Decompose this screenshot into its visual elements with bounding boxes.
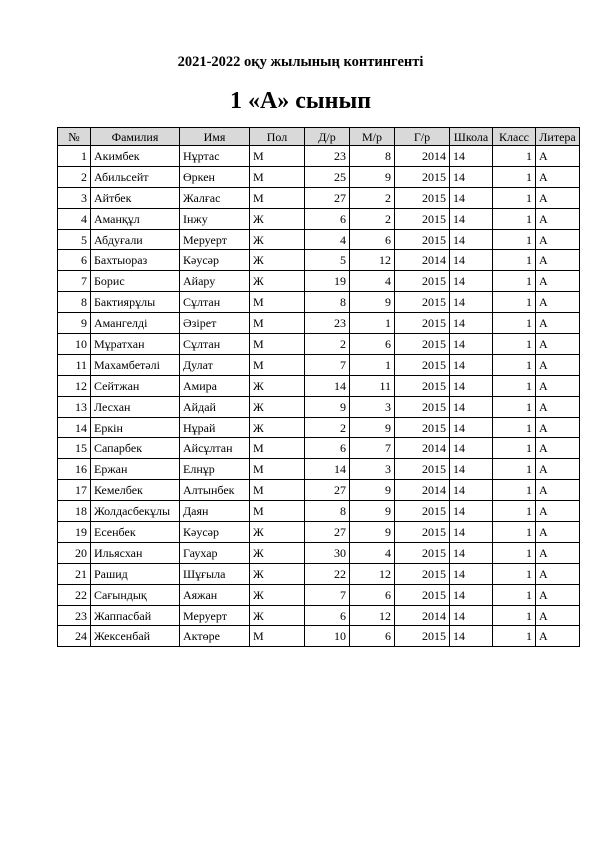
cell-col-gender: Ж (250, 417, 305, 438)
cell-col-surname: Бахтыораз (91, 250, 180, 271)
cell-col-surname: Айтбек (91, 187, 180, 208)
cell-col-school: 14 (450, 522, 493, 543)
cell-col-number: 17 (58, 480, 91, 501)
cell-col-gender: М (250, 187, 305, 208)
cell-col-class: 1 (493, 417, 536, 438)
cell-col-class: 1 (493, 605, 536, 626)
cell-col-name: Кәусәр (180, 522, 250, 543)
cell-col-birth-day: 10 (305, 626, 350, 647)
table-row (58, 354, 580, 375)
cell-col-letter: А (536, 354, 580, 375)
table-row (58, 334, 580, 355)
cell-col-birth-day: 14 (305, 459, 350, 480)
cell-col-class: 1 (493, 626, 536, 647)
cell-col-name: Даян (180, 501, 250, 522)
cell-col-surname: Кемелбек (91, 480, 180, 501)
cell-col-birth-day: 14 (305, 375, 350, 396)
cell-col-birth-year: 2015 (395, 229, 450, 250)
cell-col-letter: А (536, 271, 580, 292)
cell-col-birth-month: 2 (350, 208, 395, 229)
cell-col-letter: А (536, 501, 580, 522)
cell-col-class: 1 (493, 480, 536, 501)
cell-col-number: 3 (58, 187, 91, 208)
cell-col-school: 14 (450, 250, 493, 271)
cell-col-number: 13 (58, 396, 91, 417)
cell-col-letter: А (536, 522, 580, 543)
cell-col-name: Сұлтан (180, 292, 250, 313)
cell-col-gender: Ж (250, 542, 305, 563)
header-col-name: Имя (180, 128, 250, 146)
cell-col-number: 11 (58, 354, 91, 375)
cell-col-gender: Ж (250, 375, 305, 396)
cell-col-gender: М (250, 438, 305, 459)
cell-col-school: 14 (450, 563, 493, 584)
cell-col-number: 8 (58, 292, 91, 313)
cell-col-name: Актөре (180, 626, 250, 647)
cell-col-name: Айдай (180, 396, 250, 417)
cell-col-number: 7 (58, 271, 91, 292)
table-row (58, 292, 580, 313)
cell-col-birth-day: 8 (305, 292, 350, 313)
table-row (58, 229, 580, 250)
cell-col-number: 10 (58, 334, 91, 355)
cell-col-letter: А (536, 229, 580, 250)
cell-col-number: 21 (58, 563, 91, 584)
cell-col-birth-month: 1 (350, 354, 395, 375)
cell-col-number: 9 (58, 313, 91, 334)
cell-col-birth-year: 2015 (395, 313, 450, 334)
cell-col-birth-day: 19 (305, 271, 350, 292)
cell-col-number: 16 (58, 459, 91, 480)
cell-col-birth-year: 2015 (395, 292, 450, 313)
cell-col-birth-month: 11 (350, 375, 395, 396)
cell-col-gender: Ж (250, 208, 305, 229)
cell-col-letter: А (536, 334, 580, 355)
class-title: 1 «А» сынып (229, 88, 372, 114)
cell-col-school: 14 (450, 208, 493, 229)
cell-col-name: Кәусәр (180, 250, 250, 271)
cell-col-name: Амира (180, 375, 250, 396)
cell-col-birth-month: 6 (350, 229, 395, 250)
cell-col-class: 1 (493, 354, 536, 375)
cell-col-class: 1 (493, 166, 536, 187)
cell-col-birth-year: 2015 (395, 542, 450, 563)
cell-col-birth-month: 8 (350, 146, 395, 167)
cell-col-birth-year: 2015 (395, 626, 450, 647)
table-row (58, 375, 580, 396)
cell-col-birth-day: 5 (305, 250, 350, 271)
cell-col-gender: М (250, 480, 305, 501)
cell-col-surname: Лесхан (91, 396, 180, 417)
cell-col-surname: Сапарбек (91, 438, 180, 459)
cell-col-school: 14 (450, 313, 493, 334)
cell-col-school: 14 (450, 417, 493, 438)
cell-col-school: 14 (450, 271, 493, 292)
cell-col-birth-month: 1 (350, 313, 395, 334)
cell-col-gender: М (250, 501, 305, 522)
cell-col-birth-year: 2015 (395, 584, 450, 605)
cell-col-gender: Ж (250, 229, 305, 250)
cell-col-birth-month: 9 (350, 292, 395, 313)
cell-col-surname: Сейтжан (91, 375, 180, 396)
cell-col-letter: А (536, 187, 580, 208)
cell-col-name: Әзірет (180, 313, 250, 334)
cell-col-letter: А (536, 626, 580, 647)
cell-col-surname: Жаппасбай (91, 605, 180, 626)
cell-col-number: 19 (58, 522, 91, 543)
cell-col-surname: Махамбетәлі (91, 354, 180, 375)
cell-col-name: Нұртас (180, 146, 250, 167)
cell-col-number: 22 (58, 584, 91, 605)
table-row (58, 250, 580, 271)
table-body (58, 146, 580, 647)
cell-col-letter: А (536, 459, 580, 480)
cell-col-class: 1 (493, 187, 536, 208)
cell-col-birth-day: 8 (305, 501, 350, 522)
cell-col-surname: Жолдасбекұлы (91, 501, 180, 522)
cell-col-gender: М (250, 354, 305, 375)
table-row (58, 313, 580, 334)
document-title: 2021-2022 оқу жылының контингенті (177, 54, 424, 70)
cell-col-birth-year: 2014 (395, 438, 450, 459)
table-row (58, 438, 580, 459)
cell-col-name: Айару (180, 271, 250, 292)
cell-col-birth-month: 6 (350, 584, 395, 605)
cell-col-birth-year: 2015 (395, 354, 450, 375)
cell-col-birth-month: 12 (350, 250, 395, 271)
cell-col-number: 12 (58, 375, 91, 396)
cell-col-surname: Жексенбай (91, 626, 180, 647)
contingent-table (57, 127, 580, 647)
header-col-surname: Фамилия (91, 128, 180, 146)
cell-col-birth-day: 6 (305, 438, 350, 459)
cell-col-birth-year: 2015 (395, 522, 450, 543)
cell-col-birth-day: 22 (305, 563, 350, 584)
cell-col-school: 14 (450, 438, 493, 459)
cell-col-school: 14 (450, 354, 493, 375)
cell-col-number: 24 (58, 626, 91, 647)
cell-col-number: 15 (58, 438, 91, 459)
cell-col-birth-month: 3 (350, 459, 395, 480)
cell-col-letter: А (536, 480, 580, 501)
cell-col-birth-year: 2015 (395, 459, 450, 480)
table-row (58, 146, 580, 167)
cell-col-birth-month: 12 (350, 605, 395, 626)
cell-col-gender: Ж (250, 396, 305, 417)
cell-col-birth-year: 2014 (395, 605, 450, 626)
cell-col-school: 14 (450, 584, 493, 605)
cell-col-gender: М (250, 459, 305, 480)
cell-col-number: 14 (58, 417, 91, 438)
cell-col-birth-day: 6 (305, 208, 350, 229)
cell-col-school: 14 (450, 375, 493, 396)
cell-col-birth-year: 2015 (395, 271, 450, 292)
cell-col-birth-month: 9 (350, 522, 395, 543)
cell-col-school: 14 (450, 229, 493, 250)
cell-col-surname: Амангелді (91, 313, 180, 334)
cell-col-letter: А (536, 584, 580, 605)
cell-col-school: 14 (450, 501, 493, 522)
table-row (58, 501, 580, 522)
cell-col-class: 1 (493, 396, 536, 417)
cell-col-name: Нұрай (180, 417, 250, 438)
cell-col-birth-day: 27 (305, 522, 350, 543)
cell-col-letter: А (536, 313, 580, 334)
cell-col-birth-month: 9 (350, 166, 395, 187)
cell-col-school: 14 (450, 292, 493, 313)
cell-col-number: 5 (58, 229, 91, 250)
cell-col-school: 14 (450, 459, 493, 480)
table-row (58, 584, 580, 605)
cell-col-birth-month: 4 (350, 271, 395, 292)
cell-col-letter: А (536, 563, 580, 584)
cell-col-number: 1 (58, 146, 91, 167)
cell-col-number: 6 (58, 250, 91, 271)
cell-col-surname: Ильясхан (91, 542, 180, 563)
header-col-number: № (58, 128, 91, 146)
cell-col-class: 1 (493, 459, 536, 480)
cell-col-birth-month: 9 (350, 480, 395, 501)
header-col-class: Класс (493, 128, 536, 146)
cell-col-class: 1 (493, 146, 536, 167)
cell-col-school: 14 (450, 187, 493, 208)
cell-col-letter: А (536, 438, 580, 459)
cell-col-birth-day: 25 (305, 166, 350, 187)
cell-col-birth-day: 9 (305, 396, 350, 417)
cell-col-name: Гаухар (180, 542, 250, 563)
cell-col-birth-month: 6 (350, 334, 395, 355)
cell-col-surname: Абильсейт (91, 166, 180, 187)
cell-col-surname: Акимбек (91, 146, 180, 167)
cell-col-name: Айсұлтан (180, 438, 250, 459)
cell-col-letter: А (536, 146, 580, 167)
cell-col-birth-month: 6 (350, 626, 395, 647)
table-row (58, 542, 580, 563)
cell-col-surname: Мұратхан (91, 334, 180, 355)
cell-col-birth-month: 12 (350, 563, 395, 584)
cell-col-class: 1 (493, 208, 536, 229)
cell-col-birth-month: 4 (350, 542, 395, 563)
cell-col-number: 18 (58, 501, 91, 522)
cell-col-letter: А (536, 542, 580, 563)
table-header-row (58, 128, 580, 146)
table-row (58, 208, 580, 229)
cell-col-school: 14 (450, 334, 493, 355)
cell-col-letter: А (536, 396, 580, 417)
cell-col-gender: М (250, 334, 305, 355)
table-row (58, 396, 580, 417)
cell-col-gender: Ж (250, 250, 305, 271)
cell-col-letter: А (536, 375, 580, 396)
header-col-letter: Литера (536, 128, 580, 146)
cell-col-name: Меруерт (180, 229, 250, 250)
cell-col-class: 1 (493, 334, 536, 355)
cell-col-surname: Аманқұл (91, 208, 180, 229)
cell-col-birth-year: 2015 (395, 208, 450, 229)
cell-col-birth-year: 2014 (395, 250, 450, 271)
cell-col-school: 14 (450, 480, 493, 501)
cell-col-birth-day: 7 (305, 584, 350, 605)
table-row (58, 480, 580, 501)
cell-col-class: 1 (493, 438, 536, 459)
cell-col-surname: Еркін (91, 417, 180, 438)
cell-col-birth-day: 30 (305, 542, 350, 563)
cell-col-gender: Ж (250, 522, 305, 543)
cell-col-gender: Ж (250, 605, 305, 626)
cell-col-birth-month: 7 (350, 438, 395, 459)
cell-col-surname: Сағындық (91, 584, 180, 605)
cell-col-name: Дулат (180, 354, 250, 375)
table-row (58, 626, 580, 647)
cell-col-number: 4 (58, 208, 91, 229)
cell-col-birth-year: 2015 (395, 396, 450, 417)
header-col-gender: Пол (250, 128, 305, 146)
cell-col-birth-year: 2014 (395, 146, 450, 167)
table-row (58, 522, 580, 543)
cell-col-surname: Абдуғали (91, 229, 180, 250)
cell-col-gender: Ж (250, 584, 305, 605)
table-row (58, 271, 580, 292)
cell-col-letter: А (536, 292, 580, 313)
cell-col-school: 14 (450, 396, 493, 417)
cell-col-letter: А (536, 208, 580, 229)
cell-col-birth-day: 27 (305, 480, 350, 501)
cell-col-name: Жалғас (180, 187, 250, 208)
cell-col-letter: А (536, 250, 580, 271)
cell-col-letter: А (536, 417, 580, 438)
cell-col-class: 1 (493, 250, 536, 271)
header-col-birth-month: М/р (350, 128, 395, 146)
cell-col-surname: Бактиярұлы (91, 292, 180, 313)
cell-col-class: 1 (493, 501, 536, 522)
cell-col-class: 1 (493, 522, 536, 543)
cell-col-number: 23 (58, 605, 91, 626)
cell-col-class: 1 (493, 563, 536, 584)
header-col-school: Школа (450, 128, 493, 146)
cell-col-name: Аяжан (180, 584, 250, 605)
cell-col-gender: М (250, 166, 305, 187)
cell-col-school: 14 (450, 626, 493, 647)
cell-col-birth-year: 2015 (395, 375, 450, 396)
table-row (58, 166, 580, 187)
cell-col-birth-year: 2015 (395, 563, 450, 584)
cell-col-letter: А (536, 605, 580, 626)
cell-col-birth-day: 2 (305, 334, 350, 355)
cell-col-surname: Рашид (91, 563, 180, 584)
cell-col-birth-day: 27 (305, 187, 350, 208)
cell-col-class: 1 (493, 271, 536, 292)
cell-col-name: Алтынбек (180, 480, 250, 501)
cell-col-class: 1 (493, 375, 536, 396)
table-row (58, 605, 580, 626)
cell-col-name: Өркен (180, 166, 250, 187)
cell-col-school: 14 (450, 146, 493, 167)
cell-col-gender: М (250, 626, 305, 647)
cell-col-gender: М (250, 146, 305, 167)
cell-col-name: Шұғыла (180, 563, 250, 584)
cell-col-letter: А (536, 166, 580, 187)
cell-col-birth-day: 6 (305, 605, 350, 626)
cell-col-number: 20 (58, 542, 91, 563)
cell-col-surname: Есенбек (91, 522, 180, 543)
cell-col-gender: Ж (250, 271, 305, 292)
cell-col-name: Меруерт (180, 605, 250, 626)
table-row (58, 563, 580, 584)
cell-col-birth-year: 2015 (395, 187, 450, 208)
cell-col-birth-month: 9 (350, 501, 395, 522)
cell-col-birth-month: 2 (350, 187, 395, 208)
header-col-birth-year: Г/р (395, 128, 450, 146)
cell-col-class: 1 (493, 584, 536, 605)
table-row (58, 459, 580, 480)
cell-col-class: 1 (493, 229, 536, 250)
cell-col-gender: Ж (250, 563, 305, 584)
cell-col-birth-day: 7 (305, 354, 350, 375)
cell-col-name: Інжу (180, 208, 250, 229)
cell-col-school: 14 (450, 166, 493, 187)
cell-col-number: 2 (58, 166, 91, 187)
cell-col-class: 1 (493, 292, 536, 313)
cell-col-birth-month: 9 (350, 417, 395, 438)
cell-col-birth-year: 2015 (395, 334, 450, 355)
header-col-birth-day: Д/р (305, 128, 350, 146)
table-row (58, 187, 580, 208)
cell-col-class: 1 (493, 542, 536, 563)
cell-col-birth-month: 3 (350, 396, 395, 417)
cell-col-surname: Борис (91, 271, 180, 292)
cell-col-birth-day: 2 (305, 417, 350, 438)
cell-col-school: 14 (450, 542, 493, 563)
cell-col-gender: М (250, 292, 305, 313)
cell-col-surname: Ержан (91, 459, 180, 480)
cell-col-name: Сұлтан (180, 334, 250, 355)
cell-col-birth-year: 2015 (395, 501, 450, 522)
cell-col-birth-day: 23 (305, 313, 350, 334)
cell-col-birth-day: 23 (305, 146, 350, 167)
cell-col-gender: М (250, 313, 305, 334)
cell-col-birth-year: 2015 (395, 166, 450, 187)
cell-col-name: Елнұр (180, 459, 250, 480)
cell-col-school: 14 (450, 605, 493, 626)
table-row (58, 417, 580, 438)
cell-col-birth-year: 2015 (395, 417, 450, 438)
cell-col-birth-day: 4 (305, 229, 350, 250)
cell-col-birth-year: 2014 (395, 480, 450, 501)
cell-col-class: 1 (493, 313, 536, 334)
